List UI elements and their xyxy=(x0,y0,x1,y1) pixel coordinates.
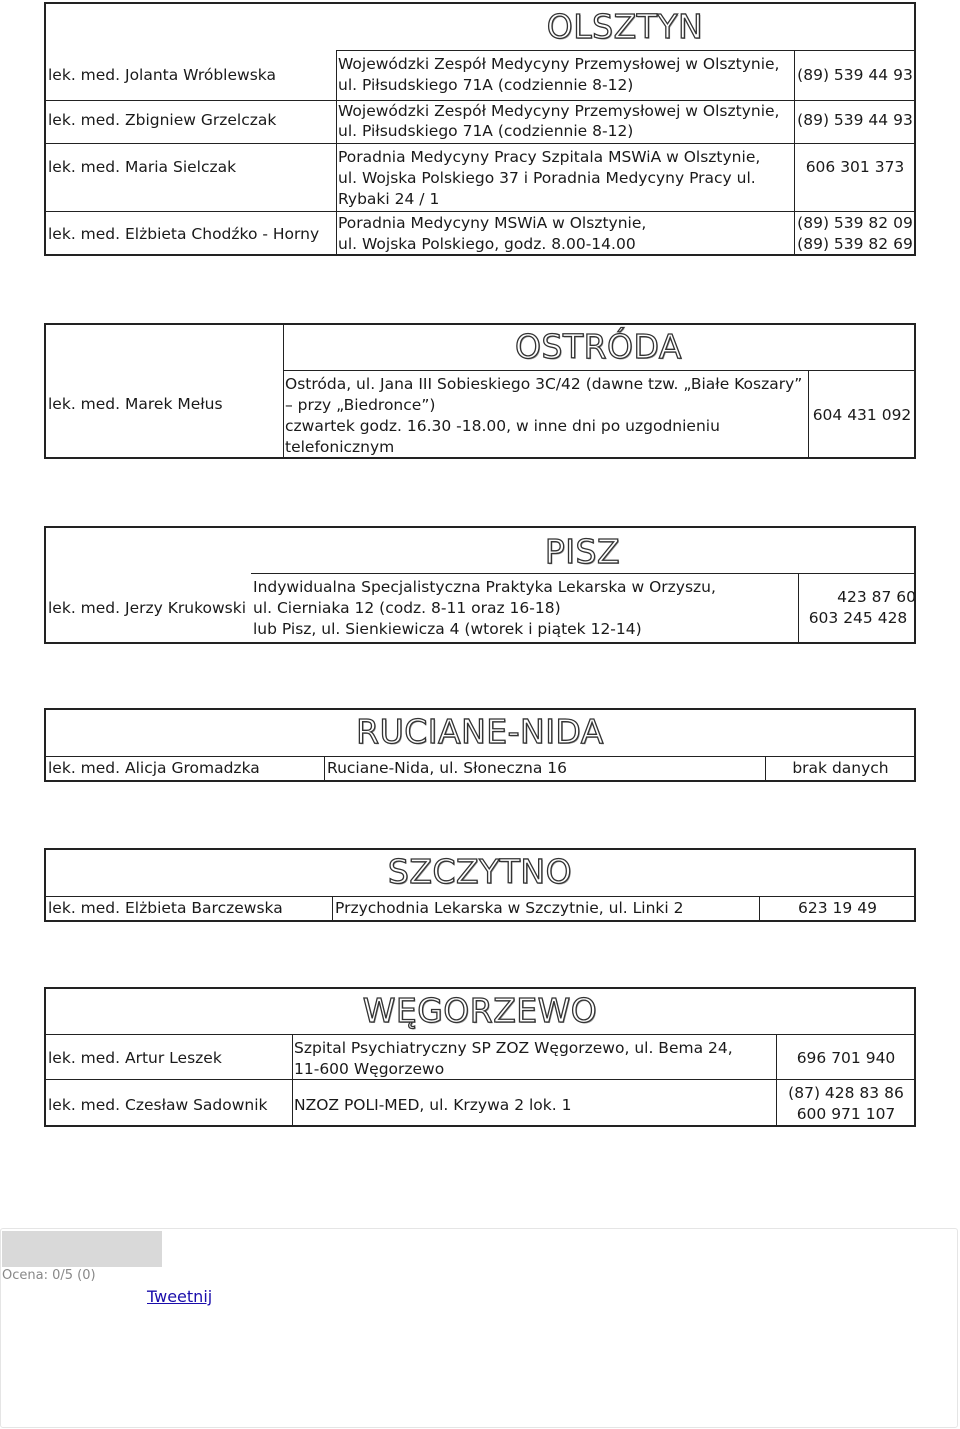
section-title: PISZ xyxy=(544,532,621,571)
doctor-name: lek. med. Maria Sielczak xyxy=(48,158,237,176)
doctor-name: lek. med. Alicja Gromadzka xyxy=(48,759,260,777)
section-title: SZCZYTNO xyxy=(387,852,573,891)
phone: brak danych xyxy=(792,759,889,777)
rating-text: Ocena: 0/5 (0) xyxy=(2,1268,96,1283)
address-line: Ruciane-Nida, ul. Słoneczna 16 xyxy=(327,759,567,777)
phone: 696 701 940 xyxy=(796,1049,896,1067)
phone: (89) 539 82 69 xyxy=(797,235,913,253)
address-line: Szpital Psychiatryczny SP ZOZ Węgorzewo, ul. Bema 24, xyxy=(294,1039,733,1057)
doctor-name: lek. med. Czesław Sadownik xyxy=(48,1096,268,1114)
address-line: ul. Cierniaka 12 (codz. 8-11 oraz 16-18) xyxy=(253,599,561,617)
address-line: czwartek godz. 16.30 -18.00, w inne dni po uzgodnieniu xyxy=(285,417,720,435)
phone: (89) 539 44 93 xyxy=(797,66,913,84)
wegorzewo-section xyxy=(44,987,916,1127)
address-line: ul. Piłsudskiego 71A (codziennie 8-12) xyxy=(338,122,634,140)
address-line: Przychodnia Lekarska w Szczytnie, ul. Linki 2 xyxy=(335,899,684,917)
ostroda-section xyxy=(44,323,916,459)
address-line: Wojewódzki Zespół Medycyny Przemysłowej w Olsztynie, xyxy=(338,102,780,120)
phone: 603 245 428 xyxy=(808,609,908,627)
address-line: lub Pisz, ul. Sienkiewicza 4 (wtorek i piątek 12-14) xyxy=(253,620,642,638)
phone: (87) 428 83 86 xyxy=(788,1084,904,1102)
section-title: OSTRÓDA xyxy=(515,327,682,366)
szczytno-section xyxy=(44,848,916,922)
doctor-name: lek. med. Elżbieta Barczewska xyxy=(48,899,283,917)
doctor-name: lek. med. Jolanta Wróblewska xyxy=(48,66,276,84)
doctor-name: lek. med. Zbigniew Grzelczak xyxy=(48,111,277,129)
phone: 606 301 373 xyxy=(805,158,905,176)
phone: 423 87 60 xyxy=(837,588,916,606)
address-line: Poradnia Medycyny MSWiA w Olsztynie, xyxy=(338,214,647,232)
section-title: OLSZTYN xyxy=(546,7,704,46)
address-line: ul. Wojska Polskiego, godz. 8.00-14.00 xyxy=(338,235,636,253)
tweet-link[interactable]: Tweetnij xyxy=(147,1287,213,1306)
address-line: – przy „Biedronce”) xyxy=(285,396,436,414)
phone: (89) 539 44 93 xyxy=(797,111,913,129)
address-line: ul. Wojska Polskiego 37 i Poradnia Medycyny Pracy ul. xyxy=(338,169,756,187)
address-line: Indywidualna Specjalistyczna Praktyka Lekarska w Orzyszu, xyxy=(253,578,716,596)
olsztyn-section xyxy=(44,2,916,256)
doctor-name: lek. med. Elżbieta Chodźko - Horny xyxy=(48,225,320,243)
rating-stars-widget[interactable] xyxy=(2,1231,162,1267)
address-line: Ostróda, ul. Jana III Sobieskiego 3C/42 (dawne tzw. „Białe Koszary” xyxy=(285,375,803,393)
pisz-section xyxy=(44,526,916,644)
address-line: 11-600 Węgorzewo xyxy=(294,1060,445,1078)
ruciane-section xyxy=(44,708,916,782)
doctor-name: lek. med. Artur Leszek xyxy=(48,1049,222,1067)
section-title: WĘGORZEWO xyxy=(362,991,598,1030)
doctor-name: lek. med. Jerzy Krukowski xyxy=(48,599,247,617)
phone: (89) 539 82 09 xyxy=(797,214,913,232)
phone: 604 431 092 xyxy=(812,406,912,424)
address-line: Wojewódzki Zespół Medycyny Przemysłowej w Olsztynie, xyxy=(338,55,780,73)
address-line: telefonicznym xyxy=(285,438,395,456)
address-line: NZOZ POLI-MED, ul. Krzywa 2 lok. 1 xyxy=(294,1096,572,1114)
address-line: Rybaki 24 / 1 xyxy=(338,190,440,208)
doctor-name: lek. med. Marek Mełus xyxy=(48,395,223,413)
address-line: ul. Piłsudskiego 71A (codziennie 8-12) xyxy=(338,76,634,94)
phone: 623 19 49 xyxy=(798,899,877,917)
section-title: RUCIANE-NIDA xyxy=(356,712,604,751)
phone: 600 971 107 xyxy=(796,1105,896,1123)
address-line: Poradnia Medycyny Pracy Szpitala MSWiA w Olsztynie, xyxy=(338,148,761,166)
